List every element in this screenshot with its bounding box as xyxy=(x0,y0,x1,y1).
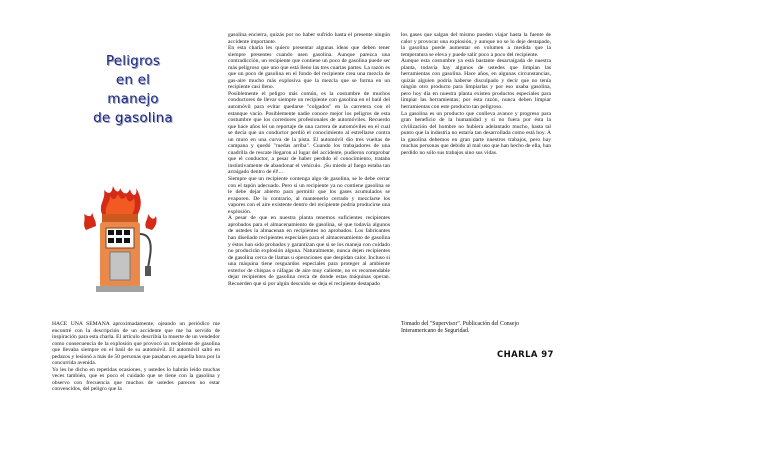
paragraph: Aunque esta costumbre ya está bastante desarraigada de nuestra planta, todavía hay algunos de ustedes que limpian las herramientas con gasolina. Hace años, en algunas circunstancias, quizás alguien podría haberse disculpado y decir que no tenía ningún otro producto para limpiarlas y por eso usaba gasolina, pero hoy día en nuestra planta existen productos especiales para limpiar las herramientas; por esta razón, nunca deben limpiar herramientas con este producto tan peligroso. xyxy=(401,58,551,111)
paragraph: gasolina encierra, quizás por no haber sufrido hasta el presente ningún accidente importante. xyxy=(228,32,390,45)
talk-number: CHARLA 97 xyxy=(497,350,554,360)
paragraph: HACE UNA SEMANA aproximadamente, ojeando un periódico me encontré con la descripción de un accidente que me ha servido de inspiración para esta charla. El artículo describía la muerte de un vendedor como consecuencia de la explosión que provocó un recipiente de gasolina que llevaba siempre en el baúl de su automóvil. El automóvil saltó en pedazos y lesionó a más de 50 personas que pasaban en aquella hora por la concurrida avenida. xyxy=(52,321,220,367)
title-line: de gasolina xyxy=(93,110,173,126)
paragraph: Posiblemente el peligro más común, es la costumbre de muchos conductores de llevar siempre un recipiente con gasolina en el baúl del automóvil para evitar quedarse "colgados" en la carretera con el estanque vacío. Posiblemente nadie conoce mejor los peligros de esta costumbre que los corredores profesionales de automóviles. Recuerdo que hace años leí un reportaje de una carrera de automóviles en el cual se decía que un conductor perdió el conocimiento al estrellarse contra un muro en una curva de la pista. El automóvil dio tres vueltas de campana y quedó "ruedas arriba". Cuando los trabajadores de una cuadrilla de rescate llegaron al lugar del accidente, pudieron comprobar que el conductor, a pesar de haber perdido el conocimiento, trataba instintivamente de abandonar el vehículo. ¡Su miedo al fuego estaba tan arraigado dentro de él!... xyxy=(228,90,390,176)
paragraph: Yo les he dicho en repetidas ocasiones, y ustedes lo habrán leído muchas veces también, que es poco el cuidado que se tiene con la gasolina y observo con frecuencia que muchos de ustedes parecen no estar convencidos, del peligro que la xyxy=(52,366,220,393)
pump-body xyxy=(96,214,151,292)
title-line: en el xyxy=(115,72,151,88)
column-2 xyxy=(228,32,390,462)
paragraph: los gases que salgan del mismo pueden viajar hasta la fuente de calor y provocar una explosión, y aunque no se lo deje destapado, la gasolina puede aumentar en volumen a medida que la temperatura se eleva y puede salir poco a poco del recipiente. xyxy=(401,32,551,58)
column-1 xyxy=(52,321,220,461)
title-line: manejo xyxy=(107,91,159,107)
burning-gas-pump-illustration xyxy=(80,186,160,296)
paragraph: Siempre que un recipiente contenga algo de gasolina, se le debe cerrar con el tapón adecuado. Pero si un recipiente ya no contiene gasolina se le debe dejar abierto para permitir que los gases acumulados se evaporen. De lo contrario, al mantenerlo cerrado y mezclarse los vapores con el aire existente dentro del recipiente podría producirse una explosión. xyxy=(228,176,390,215)
paragraph: La gasolina es un producto que conlleva avance y progreso para gran beneficio de la humanidad y si no fuera por ésta la civilización del hombre no hubiera adelantado mucho, hasta tal punto que la industria no estaría tan desarrollada como está hoy. A la gasolina debemos en gran parte nuestros trabajos, pero hay muchas personas que debido al mal uso que han hecho de ella, han perdido no sólo sus trabajos sino sus vidas. xyxy=(401,110,551,156)
column-3 xyxy=(401,32,551,242)
paragraph: A pesar de que en nuestra planta tenemos suficientes recipientes aprobados para el almacenamiento de gasolina, sé que todavía algunos de ustedes la almacenan en recipientes no aprobados. Los fabricantes han diseñado recipientes especiales para el almacenamiento de gasolina y éstos han sido probados y garantizan que si se los maneja con cuidado no producirán explosión alguna. Naturalmente, nunca dejen recipientes de gasolina cerca de llamas u operaciones que despidan calor. Incluso si una máquina tiene resguardos especiales para proteger al ambiente exterior de chispas o ráfagas de aire muy caliente, no es recomendable dejar recipientes de gasolina cerca de donde estas máquinas operan. Recuerden que si por algún descuido se deja el recipiente destapado xyxy=(228,215,390,287)
title-line: Peligros xyxy=(105,53,161,69)
paragraph: En esta charla les quiero presentar algunas ideas que deben tener siempre presentes cuando usen gasolina. Aunque parezca una contradicción, un recipiente que contiene un poco de gasolina puede ser más peligroso que uno que está lleno las tres cuartas partes. La razón es que un poco de gasolina en el fondo del recipiente crea una mezcla de gas-aire mucho más explosiva que la mezcla que se forma en un recipiente casi lleno. xyxy=(228,45,390,91)
document-title xyxy=(78,52,188,128)
source-credit: Tomado del "Supervisor". Publicación del Consejo Interamericano de Seguridad. xyxy=(401,321,519,334)
